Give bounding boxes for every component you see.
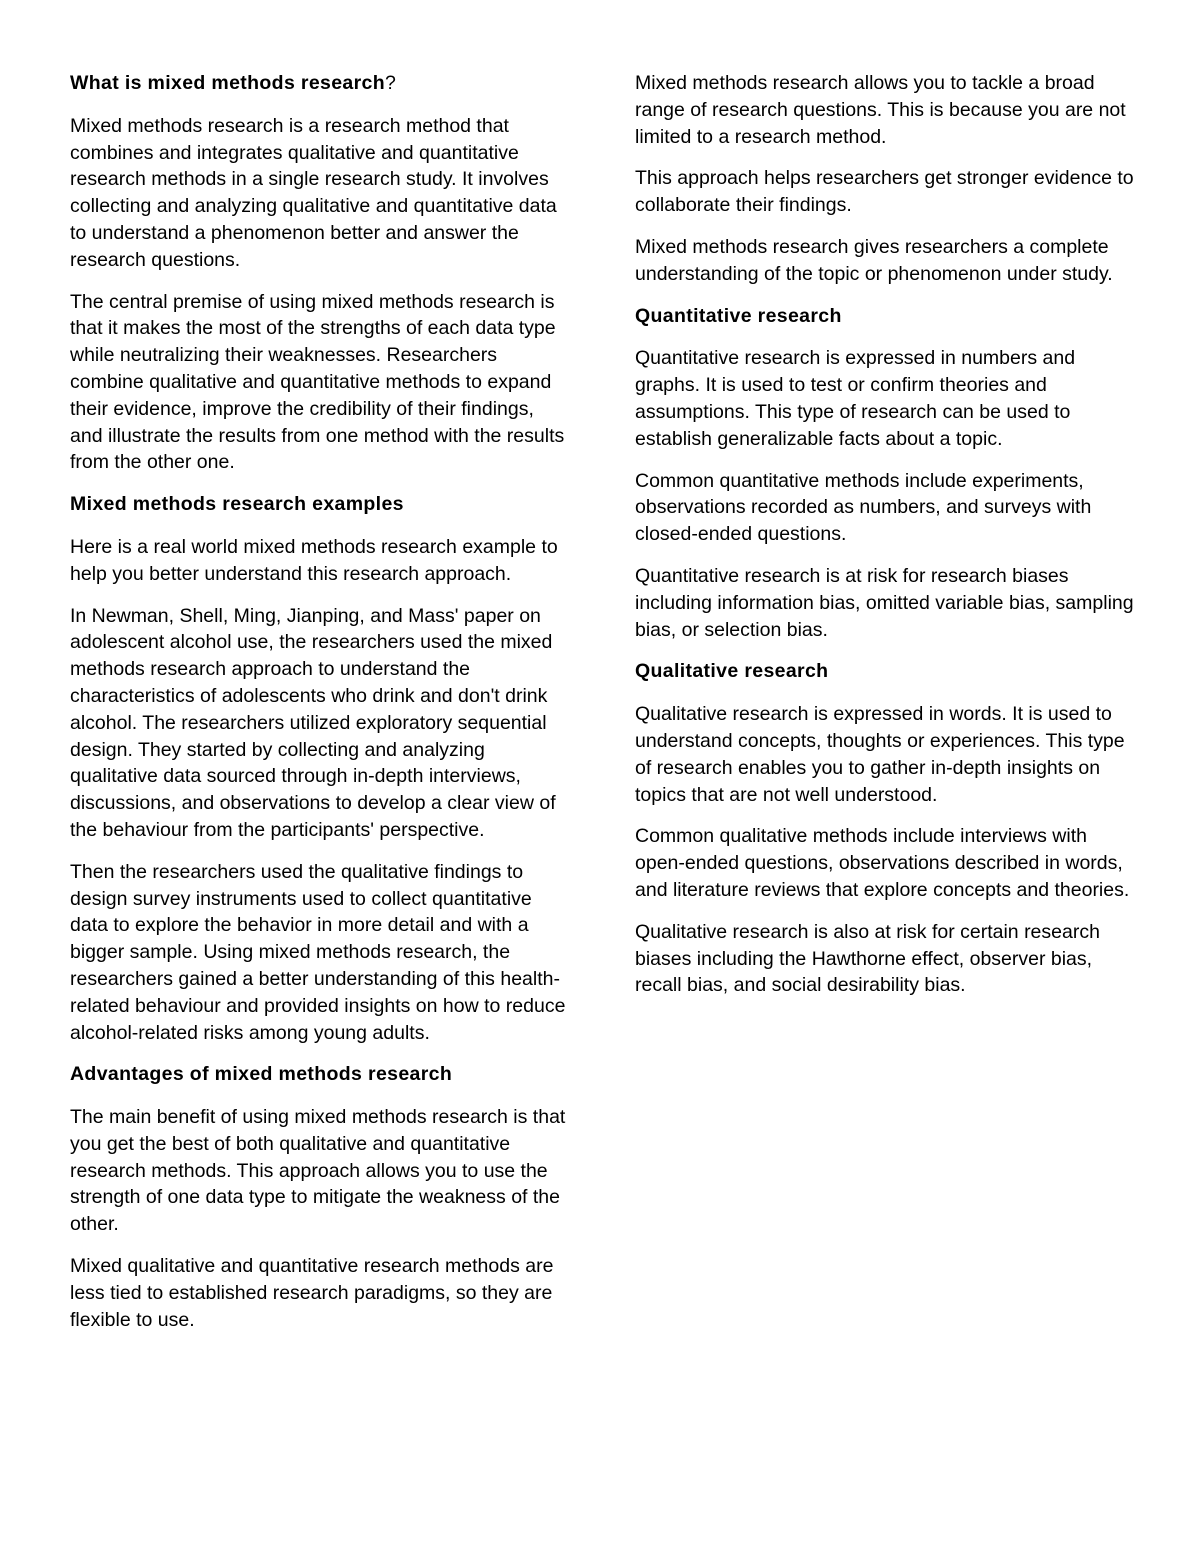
paragraph-flexibility: Mixed qualitative and quantitative research methods are less tied to established research paradigms, so they are flexible to use. [70,1255,554,1331]
heading-question-mark: ? [385,72,396,94]
paragraph-central-premise: The central premise of using mixed methods research is that it makes the most of the strengths of each data type while neutralizing their weaknesses. Researchers combine qualitative and quantitative methods to expand their evidence, improve the credibility of their findings, and illustrate the results from one method with the results from the other one. [70,290,565,474]
paragraph-main-benefit: The main benefit of using mixed methods research is that you get the best of both qualitative and quantitative research methods. This approach allows you to use the strength of one data type to mitigate the weakness of the other. [70,1106,566,1236]
paragraph-example-study: In Newman, Shell, Ming, Jianping, and Mass' paper on adolescent alcohol use, the researchers used the mixed methods research approach to understand the characteristics of adolescents who drink and don't drink alcohol. The researchers utilized exploratory sequential design. They started by collecting and analyzing qualitative data sourced through in-depth interviews, discussions, and observations to develop a clear view of the behaviour from the participants' perspective. [70,604,556,841]
heading-examples: Mixed methods research examples [70,493,404,516]
left-column [70,70,570,1348]
heading-what-is-mixed-methods-text: What is mixed methods research [70,72,386,94]
paragraph-quantitative-methods: Common quantitative methods include experiments, observations recorded as numbers, and surveys with closed-ended questions. [635,469,1092,546]
paragraph-definition: Mixed methods research is a research method that combines and integrates qualitative and quantitative research methods in a single research study. It involves collecting and analyzing qualitative and quantitative data to understand a phenomenon better and answer the research questions. [70,114,557,271]
paragraph-qualitative-definition: Qualitative research is expressed in words. It is used to understand concepts, thoughts or experiences. This type of research enables you to gather in-depth insights on topics that are not well understood. [635,703,1125,806]
heading-what-is-mixed-methods [70,70,570,97]
heading-qualitative-research: Qualitative research [635,660,829,683]
paragraph-example-results: Then the researchers used the qualitative findings to design survey instruments used to collect quantitative data to explore the behavior in more detail and with a bigger sample. Using mixed methods research, the researchers gained a better understanding of this health-related behaviour and provided insights on how to reduce alcohol-related risks among young adults. [70,860,566,1044]
paragraph-qualitative-biases: Qualitative research is also at risk for certain research biases including the Hawthorne effect, observer bias, recall bias, and social desirability bias. [635,920,1100,997]
heading-advantages: Advantages of mixed methods research [70,1063,453,1086]
heading-quantitative-research: Quantitative research [635,304,842,327]
paragraph-qualitative-methods: Common qualitative methods include interviews with open-ended questions, observations described in words, and literature reviews that explore concepts and theories. [635,825,1130,901]
paragraph-stronger-evidence: This approach helps researchers get stronger evidence to collaborate their findings. [635,167,1134,217]
paragraph-quantitative-biases: Quantitative research is at risk for research biases including information bias, omitted variable bias, sampling bias, or selection bias. [635,564,1134,641]
paragraph-example-intro: Here is a real world mixed methods research example to help you better understand this research approach. [70,535,558,585]
paragraph-complete-understanding: Mixed methods research gives researchers a complete understanding of the topic or phenomenon under study. [635,235,1113,285]
right-column [635,70,1140,1014]
paragraph-broad-range: Mixed methods research allows you to tackle a broad range of research questions. This is because you are not limited to a research method. [635,72,1126,148]
paragraph-quantitative-definition: Quantitative research is expressed in numbers and graphs. It is used to test or confirm theories and assumptions. This type of research can be used to establish generalizable facts about a topic. [635,347,1076,450]
